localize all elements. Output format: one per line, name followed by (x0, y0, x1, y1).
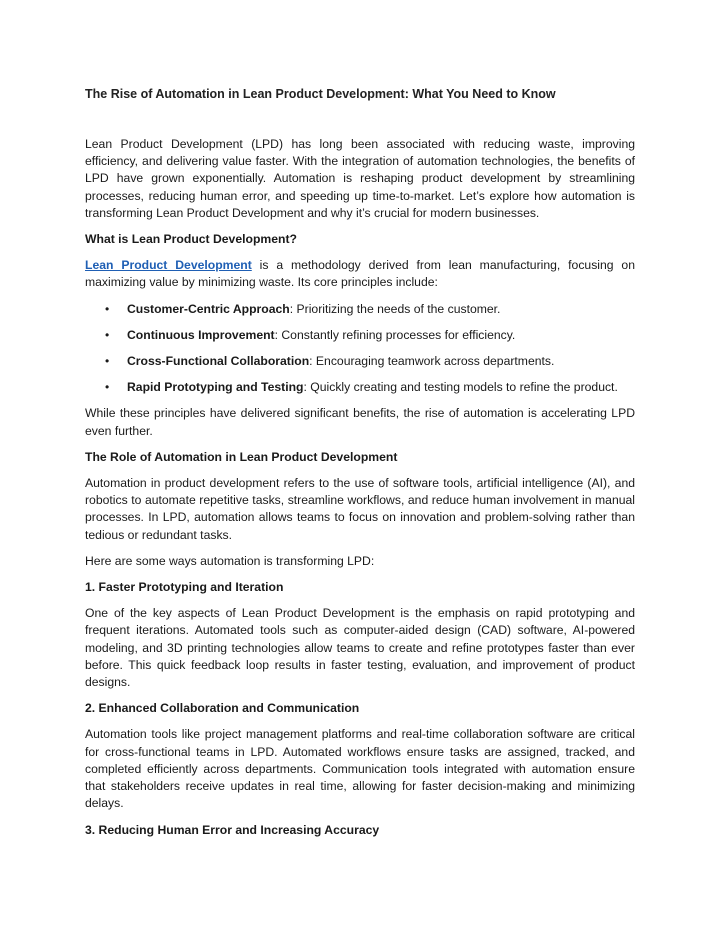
principle-term: Rapid Prototyping and Testing (127, 380, 304, 395)
principle-term: Customer-Centric Approach (127, 301, 290, 316)
section-heading-collaboration: 2. Enhanced Collaboration and Communication (85, 701, 360, 716)
definition-text: is a methodology derived from lean manufacturing, focusing on maximizing value by minimizing waste. Its core principles include: (85, 258, 635, 290)
bullet-icon: • (105, 380, 110, 395)
principle-desc: : Constantly refining processes for efficiency. (274, 327, 516, 342)
bullet-icon: • (105, 301, 110, 316)
lean-product-development-link[interactable]: Lean Product Development (85, 258, 252, 273)
bullet-icon: • (105, 327, 110, 342)
principle-desc: : Prioritizing the needs of the customer. (289, 301, 501, 316)
section-paragraph-collaboration: Automation tools like project management platforms and real-time collaboration software are critical for cross-functional teams in LPD. Automated workflows ensure tasks are assigned, tracked, and completed efficiently across departments. Communication tools integrated with automation ensure that stakeholders receive updates in real time, allowing for faster decision-making and minimizing delays. (85, 727, 635, 811)
bullet-icon: • (105, 354, 110, 369)
principles-list (85, 301, 635, 397)
document-body (85, 136, 635, 848)
principle-item (85, 353, 635, 370)
document-title: The Rise of Automation in Lean Product Development: What You Need to Know (85, 87, 556, 101)
principle-item (85, 379, 635, 396)
section-heading-reducing-error: 3. Reducing Human Error and Increasing Accuracy (85, 822, 380, 837)
section-heading-faster-prototyping: 1. Faster Prototyping and Iteration (85, 580, 284, 595)
what-is-heading: What is Lean Product Development? (85, 232, 297, 247)
intro-paragraph: Lean Product Development (LPD) has long been associated with reducing waste, improving efficiency, and delivering value faster. With the integration of automation technologies, the benefits of LPD have grown exponentially. Automation is reshaping product development by streamlining processes, reducing human error, and speeding up time-to-market. Let’s explore how automation is transforming Lean Product Development and why it’s crucial for modern businesses. (85, 137, 635, 220)
principles-closing-paragraph: While these principles have delivered significant benefits, the rise of automation is accelerating LPD even further. (85, 406, 635, 438)
principle-desc: : Quickly creating and testing models to refine the product. (303, 380, 618, 395)
role-paragraph: Automation in product development refers to the use of software tools, artificial intelligence (AI), and robotics to automate repetitive tasks, streamline workflows, and reduce human involvement in manual processes. In LPD, automation allows teams to focus on innovation and problem-solving rather than tedious or redundant tasks. (85, 476, 635, 542)
principle-item (85, 327, 635, 344)
ways-intro-paragraph: Here are some ways automation is transforming LPD: (85, 553, 375, 568)
principle-term: Continuous Improvement (127, 327, 275, 342)
definition-paragraph (85, 257, 635, 291)
section-paragraph-faster-prototyping: One of the key aspects of Lean Product Development is the emphasis on rapid prototyping and frequent iterations. Automated tools such as computer-aided design (CAD) software, AI-powered modeling, and 3D printing technologies allow teams to create and refine prototypes faster than ever before. This quick feedback loop results in faster testing, evaluation, and improvement of product designs. (85, 606, 635, 690)
role-heading: The Role of Automation in Lean Product Development (85, 449, 398, 464)
principle-item (85, 301, 635, 318)
principle-term: Cross-Functional Collaboration (127, 354, 310, 369)
principle-desc: : Encouraging teamwork across departments. (309, 354, 555, 369)
